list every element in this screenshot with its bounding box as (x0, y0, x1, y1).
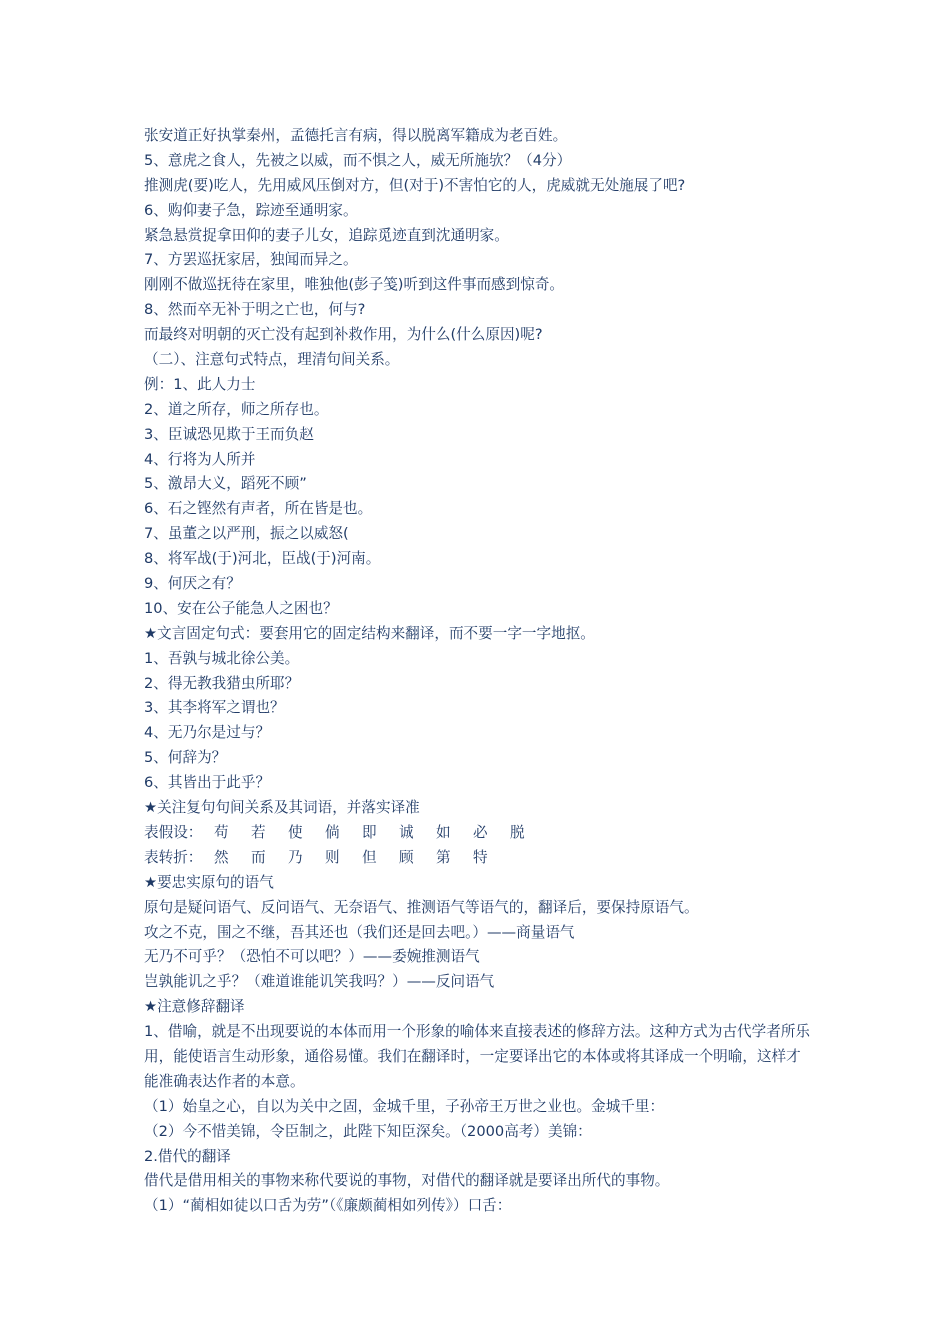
conjunction-word: 脱 (510, 823, 525, 841)
text-line: 岂孰能讥之乎？（难道谁能讥笑我吗？）——反问语气 (144, 973, 495, 991)
text-line: 6、石之铿然有声者，所在皆是也。 (144, 500, 373, 518)
text-line: 4、行将为人所并 (144, 450, 256, 468)
text-line: 3、其李将军之谓也？ (144, 699, 285, 717)
text-line: 8、将军战(于)河北，臣战(于)河南。 (144, 550, 381, 568)
text-line: 4、无乃尔是过与？ (144, 724, 271, 742)
text-block-a (144, 124, 814, 821)
text-line: 2.借代的翻译 (144, 1147, 231, 1165)
text-line: 2、道之所存，师之所存也。 (144, 400, 329, 418)
text-line: 借代是借用相关的事物来称代要说的事物，对借代的翻译就是要译出所代的事物。 (144, 1172, 670, 1190)
text-line: 10、安在公子能急人之困也？ (144, 599, 338, 617)
conjunction-word: 乃 (288, 848, 303, 866)
conjunction-word: 第 (436, 848, 451, 866)
text-line: ★注意修辞翻译 (144, 998, 245, 1016)
text-line: 张安道正好执掌秦州，孟德托言有病，得以脱离军籍成为老百姓。 (144, 127, 568, 144)
text-block-b (144, 871, 814, 1020)
text-line: 9、何厌之有？ (144, 575, 241, 593)
text-line: 而最终对明朝的灭亡没有起到补救作用，为什么(什么原因)呢? (144, 326, 543, 344)
conjunction-row-hypothetical (144, 821, 814, 846)
text-line: 5、激昂大义，蹈死不顾” (144, 475, 307, 493)
text-line: （1）始皇之心，自以为关中之固，金城千里，子孙帝王万世之业也。金城千里： (144, 1097, 665, 1115)
conjunction-word: 诚 (399, 823, 414, 841)
text-line: （2）今不惜美锦，令臣制之，此陛下知臣深矣。（2000高考）美锦： (144, 1122, 592, 1140)
conjunction-word: 但 (362, 848, 377, 866)
text-line: 例：1、此人力士 (144, 375, 256, 393)
conjunction-word: 必 (473, 823, 488, 841)
text-line: 原句是疑问语气、反问语气、无奈语气、推测语气等语气的，翻译后，要保持原语气。 (144, 898, 699, 916)
conjunction-word: 如 (436, 823, 451, 841)
conjunction-word: 特 (473, 848, 488, 866)
conjunction-word: 顾 (399, 848, 414, 866)
conjunction-row-adversative (144, 846, 814, 871)
text-line: 7、方罢巡抚家居，独闻而异之。 (144, 251, 358, 269)
row-label: 表假设： (144, 823, 203, 841)
conjunction-word: 倘 (325, 823, 340, 841)
text-line: 无乃不可乎？（恐怕不可以吧？）——委婉推测语气 (144, 948, 480, 966)
conjunction-word: 若 (251, 823, 266, 841)
text-line: 6、其皆出于此乎？ (144, 774, 271, 792)
conjunction-word: 即 (362, 823, 377, 841)
paragraph-metaphor: 1、借喻，就是不出现要说的本体而用一个形象的喻体来直接表述的修辞方法。这种方式为古代学者所乐用，能使语言生动形象，通俗易懂。我们在翻译时，一定要译出它的本体或将其译成一个明喻，这样才能准确表达作者的本意。 (144, 1023, 811, 1090)
text-line: 刚刚不做巡抚待在家里，唯独他(彭子笺)听到这件事而感到惊奇。 (144, 276, 565, 294)
text-line: 推测虎(要)吃人，先用威风压倒对方，但(对于)不害怕它的人，虎威就无处施展了吧? (144, 176, 686, 194)
text-line: 6、购仰妻子急，踪迹至通明家。 (144, 201, 358, 219)
text-block-c (144, 1095, 814, 1219)
text-line: 3、臣诚恐见欺于王而负赵 (144, 425, 314, 443)
text-line: ★文言固定句式：要套用它的固定结构来翻译，而不要一字一字地抠。 (144, 624, 595, 642)
text-line: ★关注复句句间关系及其词语，并落实译准 (144, 799, 420, 817)
text-line: 5、何辞为？ (144, 749, 227, 767)
text-line: 8、然而卒无补于明之亡也，何与? (144, 301, 366, 319)
text-line: ★要忠实原句的语气 (144, 873, 274, 891)
text-line: 1、吾孰与城北徐公美。 (144, 649, 300, 667)
text-line: （1）“蔺相如徒以口舌为劳”（《廉颇蔺相如列传》）口舌： (144, 1197, 512, 1215)
text-line: 紧急悬赏捉拿田仰的妻子儿女，追踪觅迹直到沈通明家。 (144, 226, 509, 244)
conjunction-word: 使 (288, 823, 303, 841)
conjunction-word: 而 (251, 848, 266, 866)
document-page (144, 124, 814, 1219)
row-label: 表转折： (144, 848, 203, 866)
conjunction-word: 苟 (214, 823, 229, 841)
text-line: 7、虽董之以严刑，振之以威怒( (144, 525, 349, 543)
text-line: 攻之不克，围之不继，吾其还也（我们还是回去吧。）——商量语气 (144, 923, 575, 941)
conjunction-word: 则 (325, 848, 340, 866)
conjunction-word: 然 (214, 848, 229, 866)
text-line: 2、得无教我猎虫所耶？ (144, 674, 300, 692)
text-line: （二）、注意句式特点，理清句间关系。 (144, 351, 400, 369)
text-line: 5、意虎之食人，先被之以威，而不惧之人，威无所施欤？（4分） (144, 151, 572, 169)
